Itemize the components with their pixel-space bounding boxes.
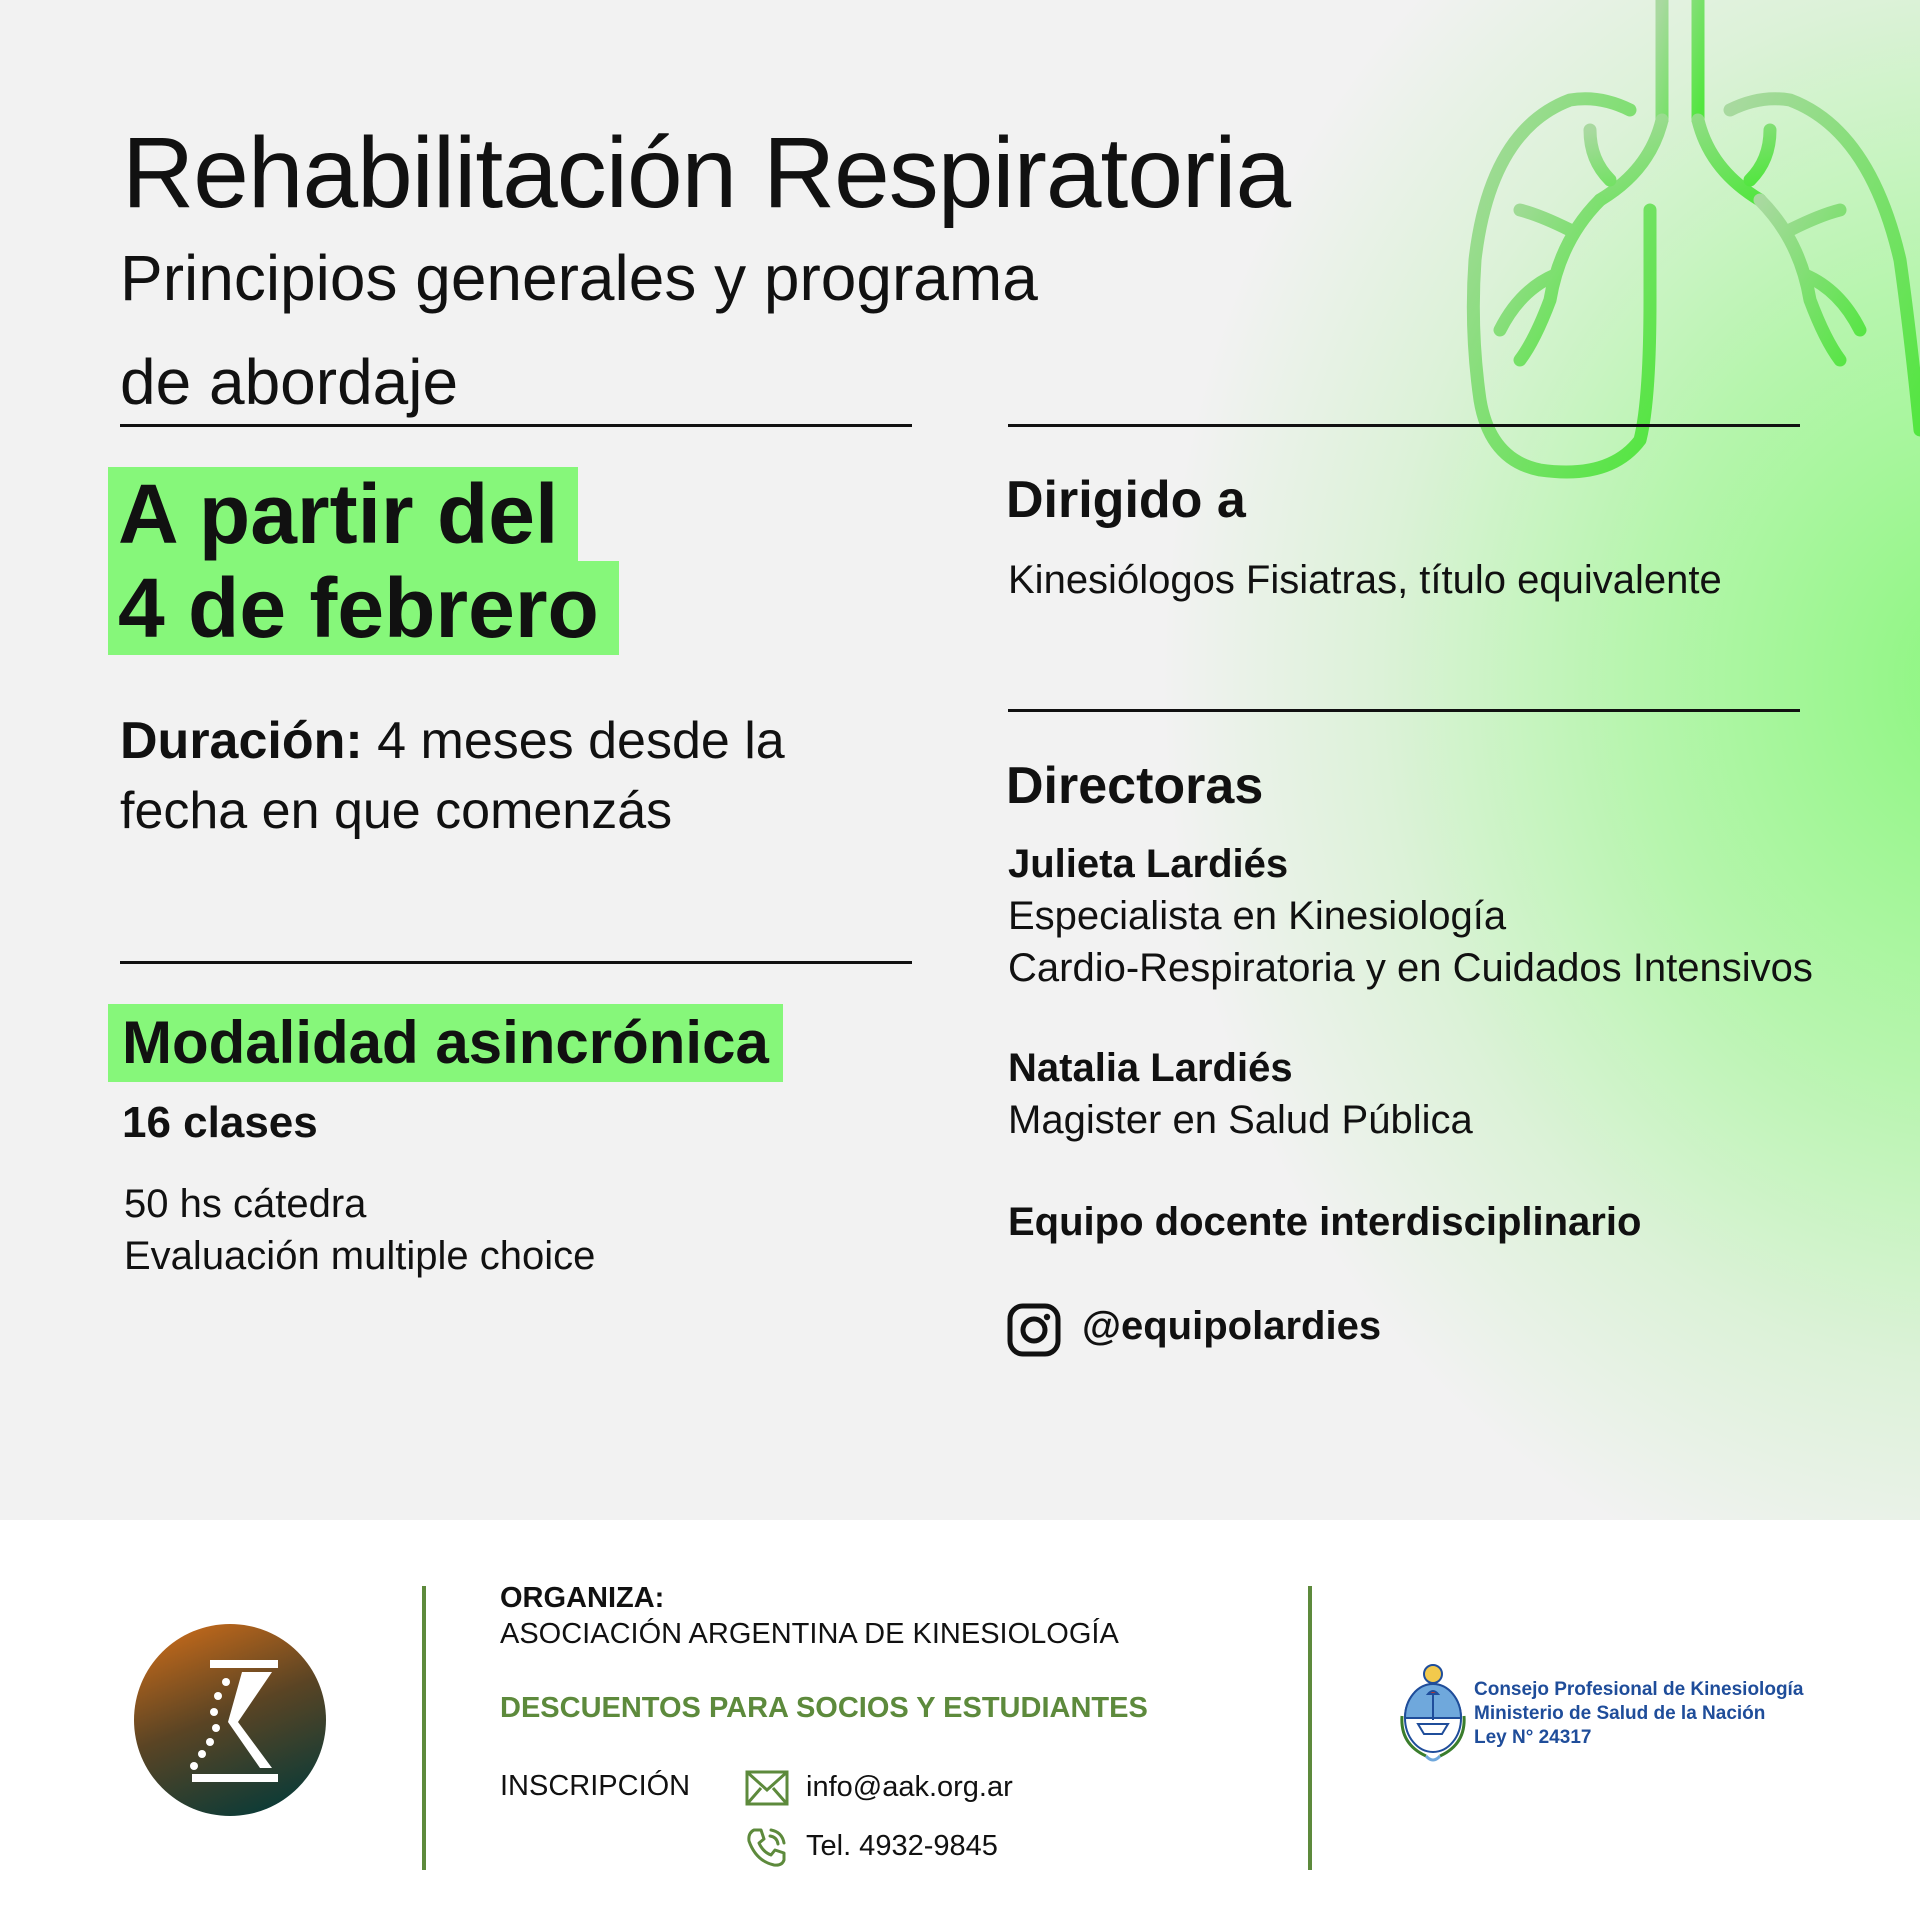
lungs-icon — [1450, 0, 1920, 490]
directors-title: Directoras — [1006, 757, 1264, 815]
council-line-3: Ley N° 24317 — [1474, 1727, 1592, 1748]
organiza-label: ORGANIZA: — [500, 1582, 665, 1614]
evaluation-text: Evaluación multiple choice — [124, 1234, 596, 1278]
phone-icon[interactable] — [744, 1824, 790, 1870]
divider-left-top — [120, 424, 912, 427]
argentina-seal-icon — [1396, 1660, 1470, 1770]
discounts-text: DESCUENTOS PARA SOCIOS Y ESTUDIANTES — [500, 1692, 1148, 1724]
mail-icon[interactable] — [744, 1768, 790, 1808]
director-1-name: Julieta Lardiés — [1008, 842, 1289, 886]
footer-divider-right — [1308, 1586, 1312, 1870]
divider-right-top — [1008, 424, 1800, 427]
email-link[interactable]: info@aak.org.ar — [806, 1771, 1013, 1803]
subtitle-line-2: de abordaje — [120, 346, 459, 418]
duration-text — [120, 706, 900, 846]
footer-divider-left — [422, 1586, 426, 1870]
modality-details — [124, 1178, 595, 1282]
instagram-icon[interactable] — [1006, 1302, 1062, 1358]
modality-title: Modalidad asincrónica — [108, 1004, 783, 1082]
divider-left-mid — [120, 961, 912, 964]
organiza-value: ASOCIACIÓN ARGENTINA DE KINESIOLOGÍA — [500, 1618, 1119, 1650]
audience-text: Kinesiólogos Fisiatras, título equivalente — [1008, 558, 1722, 602]
phone-number[interactable]: Tel. 4932-9845 — [806, 1830, 998, 1862]
director-2-name: Natalia Lardiés — [1008, 1046, 1293, 1090]
page-subtitle — [120, 226, 1038, 434]
director-1-line-1: Especialista en Kinesiología — [1008, 894, 1507, 938]
page-title: Rehabilitación Respiratoria — [122, 117, 1291, 229]
divider-right-mid — [1008, 709, 1800, 712]
audience-title: Dirigido a — [1006, 471, 1246, 529]
director-2-title: Magister en Salud Pública — [1008, 1098, 1473, 1142]
director-1-line-2: Cardio-Respiratoria y en Cuidados Intensivos — [1008, 946, 1813, 990]
start-date-block — [108, 467, 619, 655]
instagram-handle[interactable]: @equipolardies — [1082, 1304, 1382, 1348]
council-line-2: Ministerio de Salud de la Nación — [1474, 1703, 1766, 1724]
council-line-1: Consejo Profesional de Kinesiología — [1474, 1679, 1804, 1700]
duration-label: Duración: — [120, 712, 363, 770]
duration-value: 4 meses desde la fecha en que comenzás — [120, 712, 785, 840]
start-date-line-1: A partir del — [108, 467, 578, 561]
footer — [0, 1520, 1920, 1920]
team-text: Equipo docente interdisciplinario — [1008, 1200, 1642, 1244]
hourglass-logo-icon — [132, 1622, 328, 1818]
classes-count: 16 clases — [122, 1098, 318, 1147]
subtitle-line-1: Principios generales y programa — [120, 242, 1038, 314]
hours-text: 50 hs cátedra — [124, 1182, 367, 1226]
inscripcion-label: INSCRIPCIÓN — [500, 1770, 691, 1802]
director-1-title — [1008, 890, 1813, 994]
start-date-line-2: 4 de febrero — [108, 561, 619, 655]
